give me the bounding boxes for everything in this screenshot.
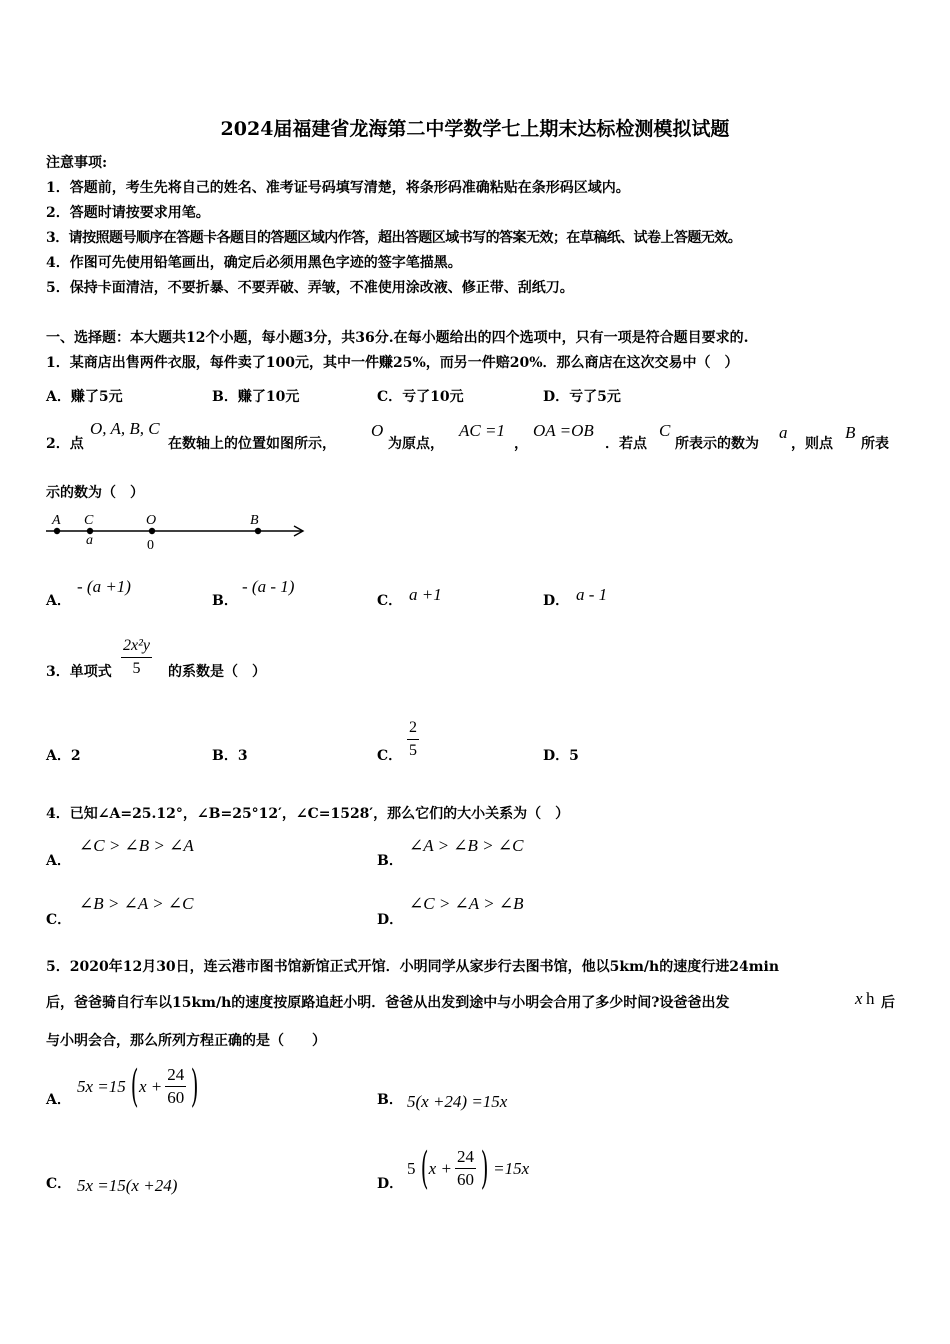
q1-option-d: D．亏了5元 — [543, 389, 621, 405]
q5-option-d-denominator: 60 — [456, 1170, 474, 1189]
q2-math-ac: AC =1 — [459, 421, 505, 440]
q5-option-a-lhs: 5x =15 — [77, 1076, 126, 1096]
q2-option-c-expr: a +1 — [409, 585, 442, 604]
q2-math-points: O, A, B, C — [90, 419, 160, 438]
q2-text-line2: 示的数为（ ） — [46, 485, 144, 501]
q3-option-c-label: C． — [377, 748, 403, 764]
notice-item: 2．答题时请按要求用笔。 — [46, 205, 210, 221]
q3-monomial-denominator: 5 — [132, 660, 141, 677]
q1-option-a: A．赚了5元 — [46, 389, 123, 405]
q4-option-b-label: B． — [377, 853, 403, 869]
q5-option-a-label: A． — [46, 1092, 71, 1108]
q2-option-b-expr: - (a - 1) — [242, 577, 295, 596]
point-o-dot — [149, 528, 155, 534]
q1-option-c: C．亏了10元 — [377, 389, 464, 405]
q5-option-a-equation — [77, 1060, 203, 1112]
q3-option-c-denominator: 5 — [409, 742, 417, 759]
q2-option-c-label: C． — [377, 593, 403, 609]
q3-text: 3．单项式 — [46, 664, 112, 680]
question-5-line2: 后，爸爸骑自行车以15km/h的速度按原路追赶小明．爸爸从出发到途中与小明会合用了多少时间?设爸爸出发 — [46, 995, 730, 1011]
q2-text: 所表 — [861, 436, 889, 452]
section-heading: 一、选择题：本大题共12个小题，每小题3分，共36分.在每小题给出的四个选项中，只有一项是符合题目要求的. — [46, 330, 749, 346]
q5-option-d-equation — [407, 1142, 530, 1194]
q2-math-c: C — [659, 421, 671, 440]
q4-option-b-expr: ∠A > ∠B > ∠C — [409, 836, 524, 855]
q3-option-c-numerator: 2 — [407, 717, 419, 740]
notice-item: 4．作图可先使用铅笔画出，确定后必须用黑色字迹的签字笔描黑。 — [46, 255, 462, 271]
notice-item: 1．答题前，考生先将自己的姓名、准考证号码填写清楚，将条形码准确粘贴在条形码区域内。 — [46, 180, 630, 196]
q2-math-oa-ob: OA =OB — [533, 421, 594, 440]
q2-text: ，则点 — [791, 436, 833, 452]
q2-math-a: a — [779, 423, 788, 442]
q5-option-c-label: C． — [46, 1176, 72, 1192]
question-1-stem: 1．某商店出售两件衣服，每件卖了100元，其中一件赚25%，而另一件赔20%．那么商店在这次交易中（ ） — [46, 355, 739, 371]
q2-text: 在数轴上的位置如图所示， — [168, 436, 336, 452]
number-line-figure — [40, 508, 310, 552]
q2-option-d-expr: a - 1 — [576, 585, 608, 604]
q5-option-d-numerator: 24 — [455, 1146, 476, 1169]
point-b-dot — [255, 528, 261, 534]
axis-label-c: C — [84, 513, 94, 528]
q4-option-d-label: D． — [377, 912, 404, 928]
question-5-line1: 5．2020年12月30日，连云港市图书馆新馆正式开馆．小明同学从家步行去图书馆，他以5km/h的速度行进24min — [46, 959, 780, 975]
question-4-stem: 4．已知∠A=25.12°，∠B=25°12′，∠C=1528′，那么它们的大小关系为（ ） — [46, 806, 570, 822]
q3-monomial-numerator: 2x²y — [121, 635, 152, 658]
page-title: 2024届福建省龙海第二中学数学七上期末达标检测模拟试题 — [220, 118, 730, 140]
q3-option-a: A．2 — [46, 748, 81, 764]
q2-option-a-label: A． — [46, 593, 71, 609]
q4-option-a-expr: ∠C > ∠B > ∠A — [79, 836, 194, 855]
q4-option-c-expr: ∠B > ∠A > ∠C — [79, 894, 194, 913]
q1-option-b: B．赚了10元 — [212, 389, 300, 405]
right-paren-icon: ) — [480, 1142, 489, 1194]
q2-option-b-label: B． — [212, 593, 238, 609]
axis-value-zero: 0 — [147, 538, 154, 552]
q5-option-a-numerator: 24 — [165, 1064, 186, 1087]
q5-unit-h: h — [866, 989, 875, 1008]
q3-option-b: B．3 — [212, 748, 248, 764]
q5-option-d-lhs: 5 — [407, 1158, 416, 1178]
notice-heading: 注意事项: — [46, 155, 108, 171]
q3-monomial — [121, 635, 152, 680]
q2-text: ， — [514, 436, 528, 452]
q3-option-c-fraction — [407, 717, 419, 762]
q4-option-a-label: A． — [46, 853, 71, 869]
q5-variable-x: x — [855, 989, 863, 1008]
axis-label-a: A — [52, 513, 61, 528]
q2-text: 2．点 — [46, 436, 84, 452]
q4-option-c-label: C． — [46, 912, 72, 928]
left-paren-icon: ( — [420, 1142, 428, 1194]
question-5-line2-end: 后 — [881, 995, 895, 1011]
notice-item: 5．保持卡面清洁，不要折暴、不要弄破、弄皱，不准使用涂改液、修正带、刮纸刀。 — [46, 280, 574, 296]
axis-value-a: a — [86, 533, 93, 548]
q2-text: 所表示的数为 — [675, 436, 759, 452]
q2-text: ．若点 — [605, 436, 647, 452]
q2-math-b: B — [845, 423, 856, 442]
q5-option-d-inner: x + — [428, 1158, 452, 1178]
q3-text: 的系数是（ ） — [168, 664, 266, 680]
point-a-dot — [54, 528, 60, 534]
q5-option-a-denominator: 60 — [167, 1088, 185, 1107]
q2-math-origin: O — [371, 421, 384, 440]
q5-option-b-label: B． — [377, 1092, 403, 1108]
q5-option-b-expr: 5(x +24) =15x — [407, 1092, 508, 1111]
q5-option-a-inner: x + — [138, 1076, 163, 1096]
q5-option-c-expr: 5x =15(x +24) — [77, 1176, 178, 1195]
q2-option-a-expr: - (a +1) — [77, 577, 131, 596]
q2-option-d-label: D． — [543, 593, 570, 609]
axis-label-o: O — [146, 513, 157, 528]
q5-option-d-rhs: =15x — [493, 1158, 530, 1178]
q3-option-d: D．5 — [543, 748, 579, 764]
right-paren-icon: ) — [190, 1060, 199, 1112]
notice-item: 3．请按照题号顺序在答题卡各题目的答题区域内作答，超出答题区域书写的答案无效；在草稿纸、试卷上答题无效。 — [46, 230, 742, 246]
question-5-line3: 与小明会合，那么所列方程正确的是（ ） — [46, 1033, 326, 1049]
q5-option-d-label: D． — [377, 1176, 404, 1192]
axis-label-b: B — [250, 513, 259, 528]
left-paren-icon: ( — [130, 1060, 139, 1112]
q4-option-d-expr: ∠C > ∠A > ∠B — [409, 894, 524, 913]
q2-text: 为原点， — [388, 436, 444, 452]
